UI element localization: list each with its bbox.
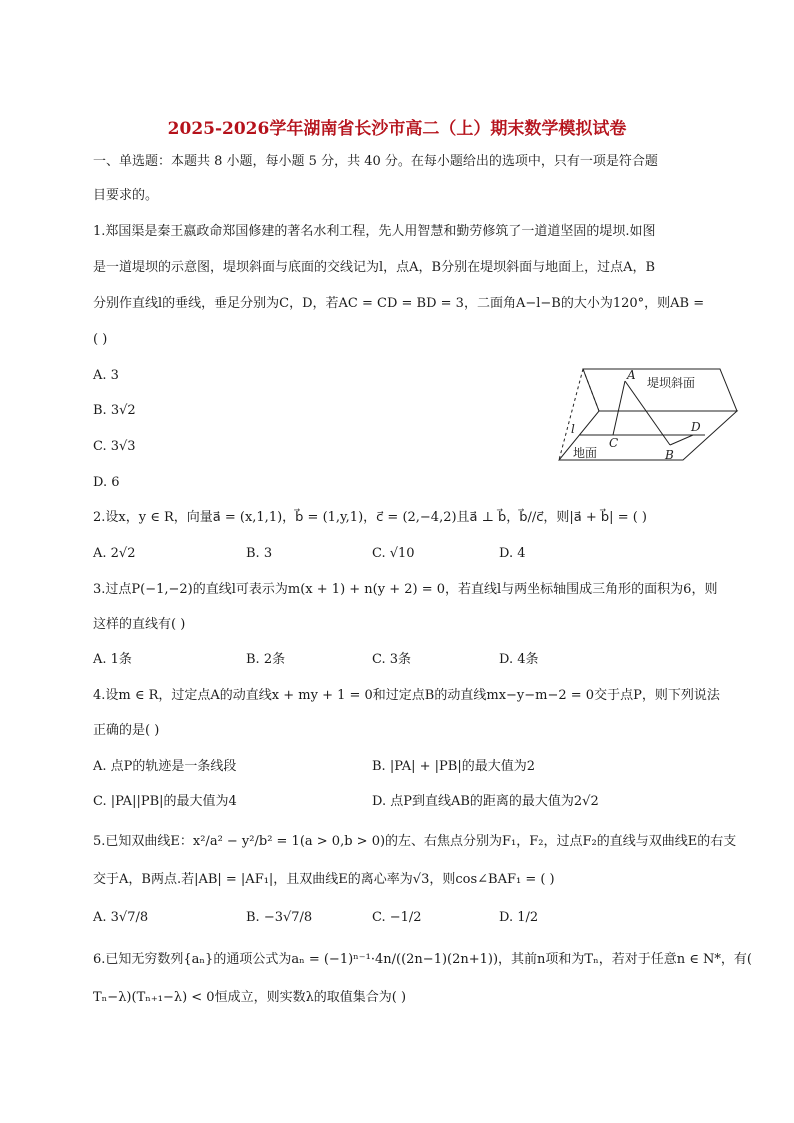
label-c: C [609, 436, 619, 450]
q1-text-line3: 分别作直线l的垂线，垂足分别为C，D，若AC = CD = BD = 3，二面角A−l−B的大小为120°，则AB = [93, 296, 705, 311]
q4-option-b[interactable]: B. |PA| + |PB|的最大值为2 [372, 759, 536, 774]
q2-option-b[interactable]: B. 3 [246, 546, 273, 561]
label-d: D [691, 420, 701, 434]
label-b: B [665, 448, 674, 462]
q4-option-a[interactable]: A. 点P的轨迹是一条线段 [93, 759, 237, 774]
q5-option-b[interactable]: B. −3√7/8 [246, 910, 313, 925]
label-l: l [571, 422, 575, 436]
q4-option-d[interactable]: D. 点P到直线AB的距离的最大值为2√2 [372, 794, 599, 809]
section-instructions-line1: 一、单选题：本题共 8 小题，每小题 5 分，共 40 分。在每小题给出的选项中，只有一项是符合题 [93, 154, 658, 169]
q1-option-a[interactable]: A. 3 [93, 368, 119, 383]
dam-diagram [555, 365, 745, 467]
q5-option-c[interactable]: C. −1/2 [372, 910, 422, 925]
q3-option-c[interactable]: C. 3条 [372, 652, 412, 667]
q1-text-line1: 1.郑国渠是秦王嬴政命郑国修建的著名水利工程，先人用智慧和勤劳修筑了一道道坚固的堤坝.如图 [93, 224, 656, 239]
q6-text-line2: Tₙ−λ)(Tₙ₊₁−λ) < 0恒成立，则实数λ的取值集合为( ) [93, 990, 407, 1005]
q3-option-b[interactable]: B. 2条 [246, 652, 286, 667]
q5-text-line2: 交于A，B两点.若|AB| = |AF₁|，且双曲线E的离心率为√3，则cos∠BAF₁ = ( ) [93, 872, 555, 887]
q2-option-c[interactable]: C. √10 [372, 546, 415, 561]
q4-text-line2: 正确的是( ) [93, 723, 160, 738]
q1-option-d[interactable]: D. 6 [93, 475, 120, 490]
q2-option-d[interactable]: D. 4 [499, 546, 526, 561]
q1-text-line4: ( ) [93, 332, 108, 347]
q3-option-d[interactable]: D. 4条 [499, 652, 539, 667]
q5-text-line1: 5.已知双曲线E：x²/a² − y²/b² = 1(a > 0,b > 0)的左、右焦点分别为F₁，F₂，过点F₂的直线与双曲线E的右支 [93, 834, 737, 849]
q1-option-b[interactable]: B. 3√2 [93, 403, 136, 418]
q5-option-a[interactable]: A. 3√7/8 [93, 910, 149, 925]
q1-text-line2: 是一道堤坝的示意图，堤坝斜面与底面的交线记为l，点A，B分别在堤坝斜面与地面上，过点A，B [93, 260, 656, 275]
segment-ac [613, 381, 625, 435]
ground-label: 地面 [573, 446, 598, 460]
slope-label: 堤坝斜面 [647, 376, 696, 390]
label-a: A [627, 368, 636, 382]
section-instructions-line2: 目要求的。 [93, 188, 159, 203]
q4-text-line1: 4.设m ∈ R，过定点A的动直线x + my + 1 = 0和过定点B的动直线mx−y−m−2 = 0交于点P，则下列说法 [93, 688, 720, 703]
q3-text-line1: 3.过点P(−1,−2)的直线l可表示为m(x + 1) + n(y + 2) = 0，若直线l与两坐标轴围成三角形的面积为6，则 [93, 582, 718, 597]
q5-option-d[interactable]: D. 1/2 [499, 910, 539, 925]
q4-option-c[interactable]: C. |PA||PB|的最大值为4 [93, 794, 237, 809]
q6-text-line1: 6.已知无穷数列{aₙ}的通项公式为aₙ = (−1)ⁿ⁻¹·4n/((2n−1)(2n+1))，其前n项和为Tₙ，若对于任意n ∈ N*，有( [93, 952, 752, 967]
q3-text-line2: 这样的直线有( ) [93, 617, 186, 632]
page-title: 2025-2026学年湖南省长沙市高二（上）期末数学模拟试卷 [167, 119, 627, 139]
q2-text-line1: 2.设x，y ∈ R，向量a⃗ = (x,1,1)，b⃗ = (1,y,1)，c⃗ = (2,−4,2)且a⃗ ⊥ b⃗，b⃗//c⃗，则|a⃗ + b⃗| = ( ) [93, 510, 647, 525]
q1-option-c[interactable]: C. 3√3 [93, 439, 136, 454]
segment-bd [670, 435, 693, 445]
q3-option-a[interactable]: A. 1条 [93, 652, 132, 667]
q2-option-a[interactable]: A. 2√2 [93, 546, 136, 561]
